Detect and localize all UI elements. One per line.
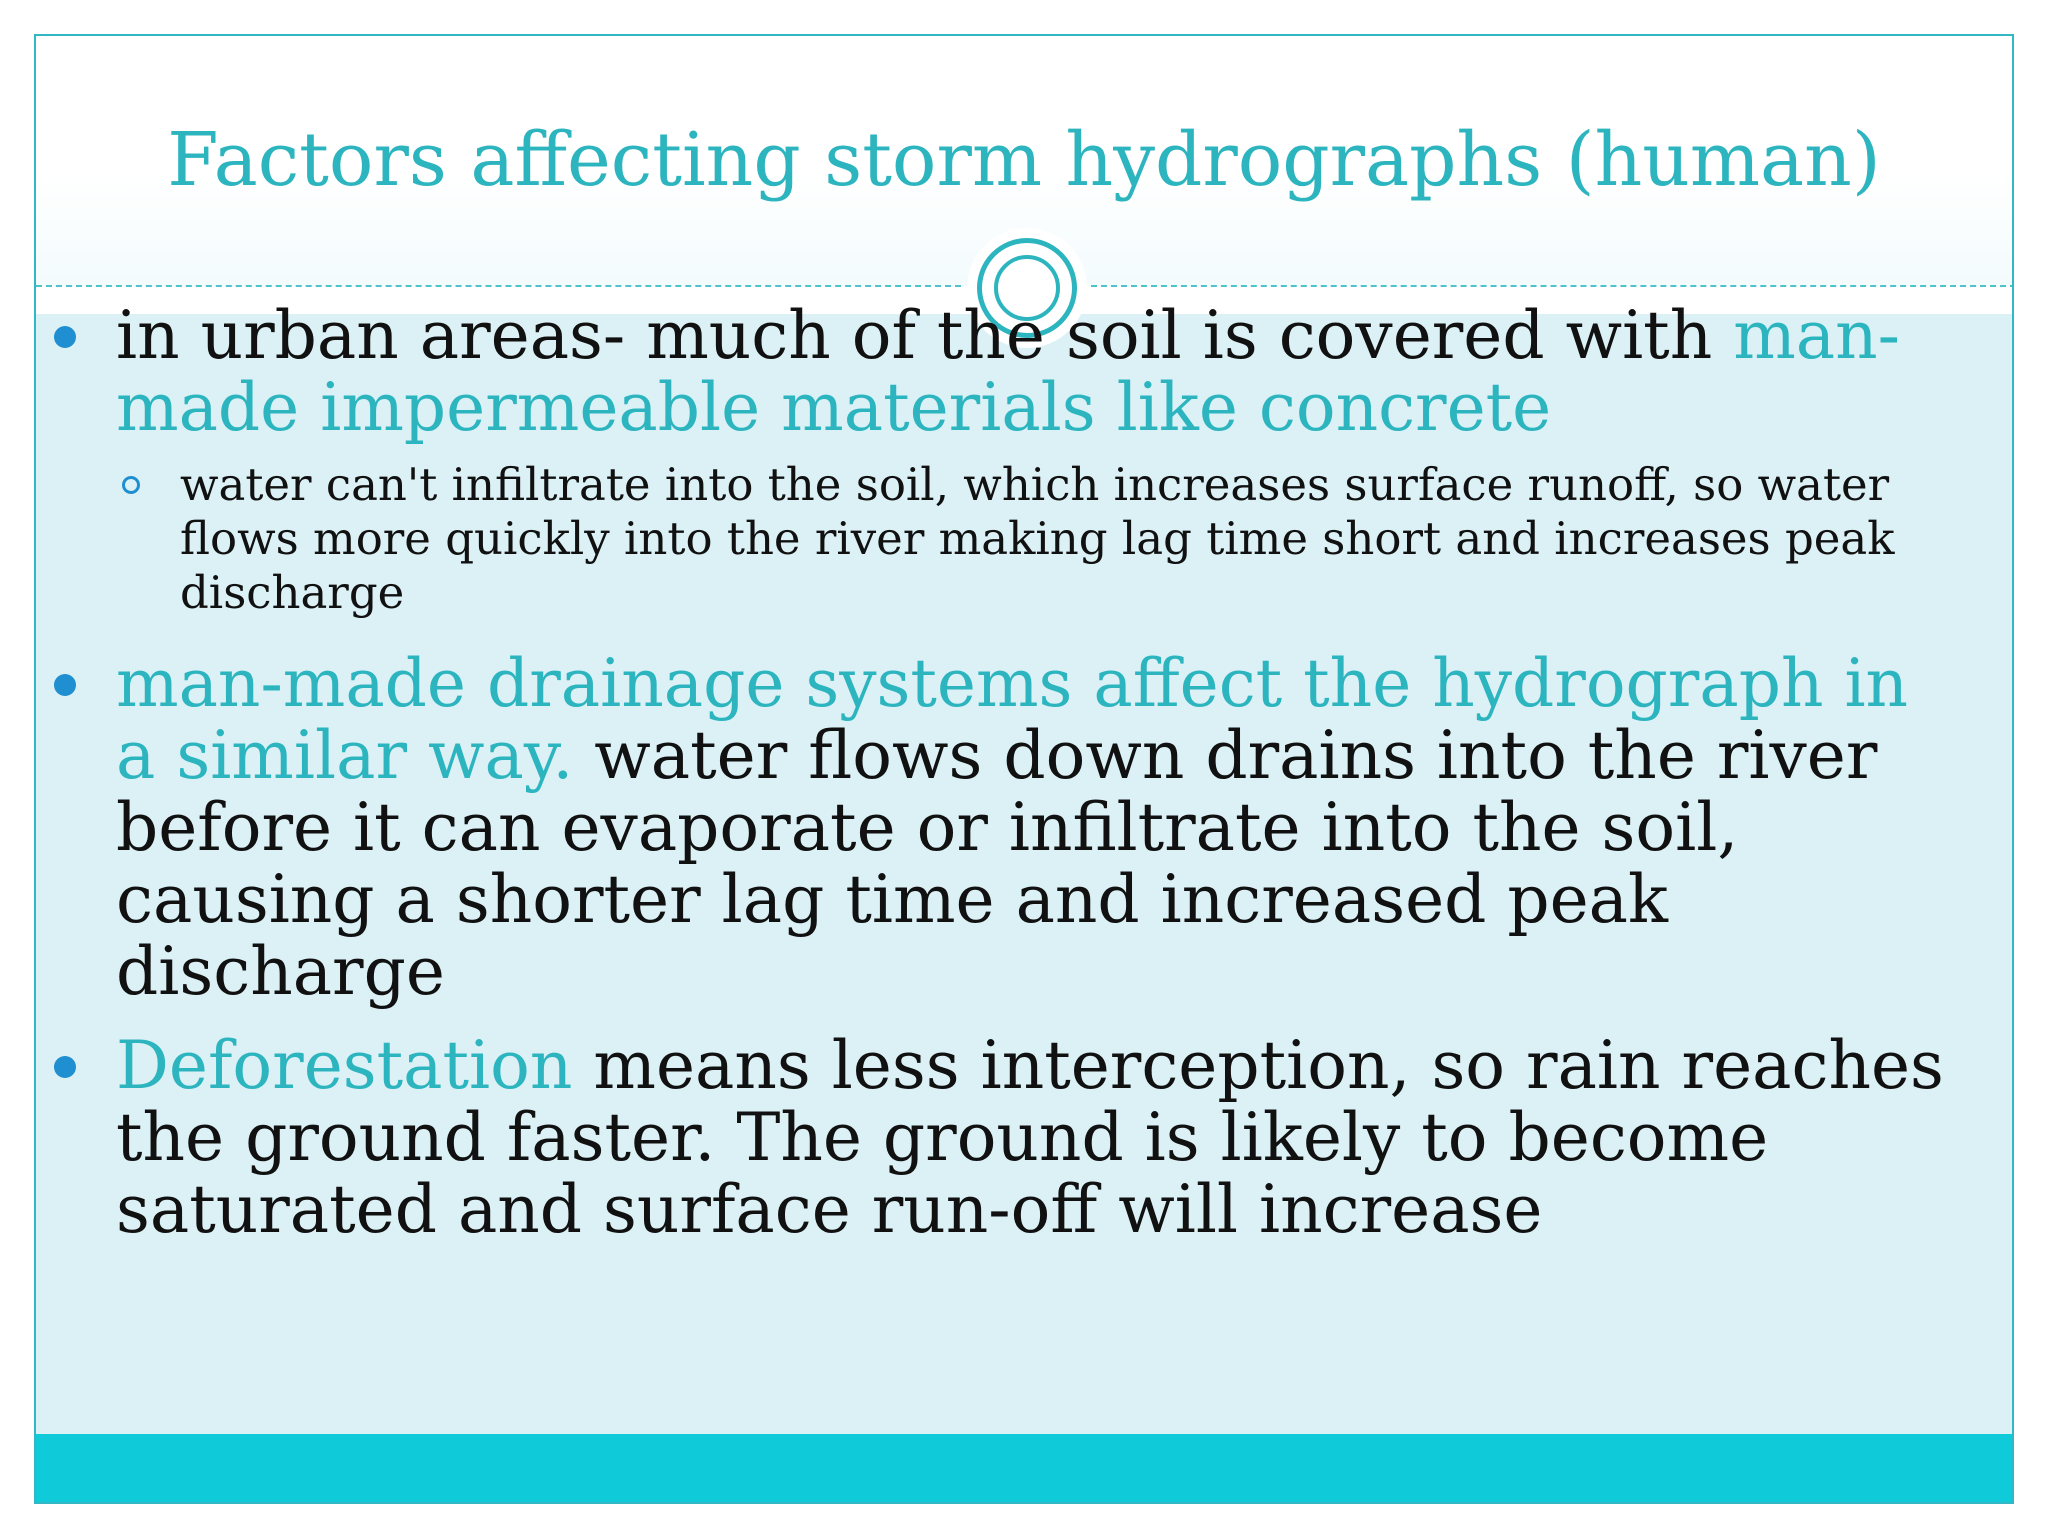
bullet-list xyxy=(116,297,1946,1268)
bullet-text: in urban areas- much of the soil is covered with xyxy=(116,297,1734,374)
bullet-item-urban-areas xyxy=(116,297,1946,620)
bullet-text: means less interception, so rain reaches the ground faster. The ground is likely to become saturated and surface run-off will increase xyxy=(116,1027,1944,1248)
divider-line-left xyxy=(36,285,961,287)
bullet-dot-icon xyxy=(54,1056,76,1078)
divider-line-right xyxy=(1091,285,2014,287)
bullet-dot-icon xyxy=(54,674,76,696)
bullet-highlight: man-made impermeable materials like concrete xyxy=(116,297,1900,446)
footer-band xyxy=(36,1434,2012,1504)
bullet-text: water flows down drains into the river before it can evaporate or infiltrate into the soil, causing a shorter lag time and increased peak discharge xyxy=(116,717,1878,1010)
bullet-item-deforestation xyxy=(116,1027,1946,1248)
bullet-highlight: Deforestation xyxy=(116,1027,573,1104)
bullet-highlight: man-made drainage systems affect the hydrograph in a similar way. xyxy=(116,645,1909,794)
sub-bullet-text: water can't infiltrate into the soil, which increases surface runoff, so water flows more quickly into the river making lag time short and increases peak discharge xyxy=(180,458,1895,619)
slide-title: Factors affecting storm hydrographs (human) xyxy=(167,117,1881,203)
hollow-circle-bullet-icon xyxy=(122,476,140,494)
bullet-dot-icon xyxy=(54,326,76,348)
sub-bullet-item xyxy=(180,458,1946,620)
bullet-item-drainage xyxy=(116,645,1946,1010)
